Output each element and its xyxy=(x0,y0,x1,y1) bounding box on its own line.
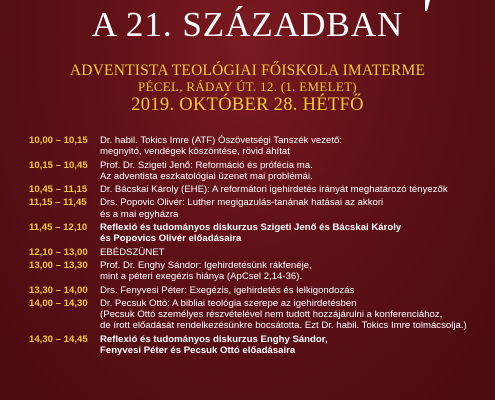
schedule-row xyxy=(0,285,495,296)
schedule-row xyxy=(0,334,495,357)
schedule xyxy=(0,135,495,356)
schedule-time: 13,00 – 13,30 xyxy=(29,259,88,271)
schedule-description-line: Dr. Bácskai Károly (EHE): A reformátori igehirdetés irányát meghatározó tényezők xyxy=(100,184,448,196)
schedule-row xyxy=(0,160,495,183)
schedule-time: 12,10 – 13,00 xyxy=(29,246,88,258)
schedule-description-line: Az adventista eszkatológiai üzenet mai problémái. xyxy=(100,170,313,182)
schedule-time: 10,15 – 10,45 xyxy=(29,159,88,171)
schedule-row xyxy=(0,184,495,195)
schedule-time: 10,45 – 11,15 xyxy=(29,184,88,196)
schedule-description-line: Drs. Fenyvesi Péter: Exegézis, igehirdetés és lelkigondozás xyxy=(100,284,355,296)
schedule-description-line: Prof. Dr. Szigeti Jenő: Reformáció és prófécia ma. xyxy=(100,159,313,171)
schedule-description-line: (Pecsuk Ottó személyes részvételével nem tudott hozzájárulni a konferenciához, xyxy=(100,309,443,321)
schedule-row xyxy=(0,135,495,158)
schedule-row xyxy=(0,298,495,332)
schedule-description-line: de írott előadását rendelkezésünkre bocsátotta. Ezt Dr. habil. Tokics Imre tolmácsolja.) xyxy=(100,320,467,332)
poster-title: A 21. SZÁZADBAN xyxy=(91,5,404,44)
event-date: 2019. OKTÓBER 28. HÉTFŐ xyxy=(131,95,364,115)
schedule-time: 14,30 – 14,45 xyxy=(29,333,88,345)
schedule-row xyxy=(0,247,495,258)
schedule-description-line: mint a péteri exegézis hiánya (ApCsel 2,14-36). xyxy=(100,271,303,283)
schedule-row xyxy=(0,197,495,220)
schedule-description-line: megnyitó, vendégek köszöntése, rövid áhítat xyxy=(100,146,290,158)
schedule-description-line: Drs. Popovic Olivér: Luther megigazulás-tanának hatásai az akkori xyxy=(100,197,384,209)
address: PÉCEL, RÁDAY ÚT. 12. (1. EMELET) xyxy=(138,79,357,94)
schedule-description-line: Reflexió és tudományos diskurzus Enghy Sándor, xyxy=(100,333,328,345)
schedule-row xyxy=(0,260,495,283)
schedule-time: 10,00 – 10,15 xyxy=(29,135,88,146)
schedule-time: 11,15 – 11,45 xyxy=(29,197,87,209)
schedule-description-line: EBÉDSZÜNET xyxy=(100,246,165,258)
schedule-time: 11,45 – 12,10 xyxy=(29,222,88,234)
schedule-time: 13,30 – 14,00 xyxy=(29,284,88,296)
schedule-description-line: és Popovics Olivér előadásaira xyxy=(100,233,242,245)
schedule-description-line: Prof. Dr. Enghy Sándor: Igehirdetésünk rákfenéje, xyxy=(100,259,312,271)
schedule-description-line: Fenyvesi Péter és Pecsuk Ottó előadásaira xyxy=(100,345,296,357)
schedule-description-line: és a mai egyházra xyxy=(100,208,179,220)
schedule-time: 14,00 – 14,30 xyxy=(29,297,88,309)
schedule-row xyxy=(0,222,495,245)
schedule-description-line: Reflexió és tudományos diskurzus Szigeti Jenő és Bácskai Károly xyxy=(100,222,402,234)
schedule-description-line: Dr. habil. Tokics Imre (ATF) Ószövetségi Tanszék vezető: xyxy=(100,135,343,146)
venue: ADVENTISTA TEOLÓGIAI FŐISKOLA IMATERME xyxy=(69,62,426,79)
schedule-description-line: Dr. Pecsuk Ottó: A bibliai teológia szerepe az igehirdetésben xyxy=(100,297,357,309)
